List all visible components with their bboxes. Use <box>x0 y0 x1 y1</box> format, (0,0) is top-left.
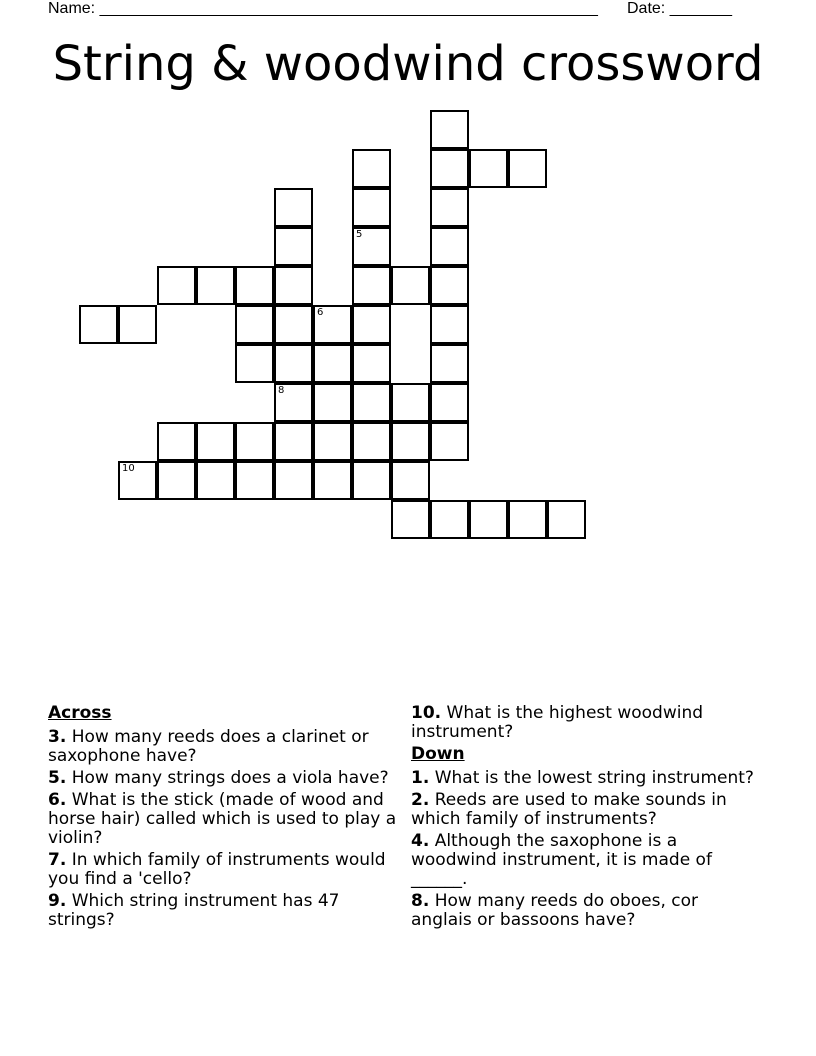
crossword-cell[interactable] <box>391 383 430 422</box>
clue-number-label: 10 <box>122 463 135 474</box>
clues-left-column <box>48 704 398 933</box>
clue-number: 3. <box>48 727 67 747</box>
crossword-cell[interactable] <box>352 227 391 266</box>
crossword-cell[interactable] <box>547 500 586 539</box>
crossword-cell[interactable] <box>196 461 235 500</box>
crossword-cell[interactable] <box>313 305 352 344</box>
crossword-cell[interactable] <box>391 422 430 461</box>
clue-number-label: 6 <box>317 307 324 318</box>
crossword-cell[interactable] <box>430 227 469 266</box>
crossword-cell[interactable] <box>352 305 391 344</box>
crossword-cell[interactable] <box>352 188 391 227</box>
crossword-cell[interactable] <box>430 188 469 227</box>
crossword-cell[interactable] <box>235 461 274 500</box>
crossword-cell[interactable] <box>313 383 352 422</box>
clue-number-label: 5 <box>356 229 363 240</box>
name-field[interactable]: Name: ________________________________________________________ <box>48 0 598 17</box>
clue-number: 6. <box>48 790 67 810</box>
crossword-cell[interactable] <box>157 266 196 305</box>
crossword-cell[interactable] <box>118 461 157 500</box>
clue-number: 10. <box>411 703 442 723</box>
clue-number-label: 8 <box>278 385 285 396</box>
crossword-cell[interactable] <box>352 149 391 188</box>
crossword-cell[interactable] <box>235 422 274 461</box>
crossword-cell[interactable] <box>196 422 235 461</box>
crossword-cell[interactable] <box>274 305 313 344</box>
crossword-cell[interactable] <box>430 305 469 344</box>
crossword-cell[interactable] <box>469 149 508 188</box>
clue-number: 7. <box>48 850 67 870</box>
clue-text: Reeds are used to make sounds in which family of instruments? <box>411 790 727 829</box>
crossword-cell[interactable] <box>352 461 391 500</box>
clue-number: 8. <box>411 891 430 911</box>
crossword-cell[interactable] <box>508 149 547 188</box>
crossword-cell[interactable] <box>313 344 352 383</box>
clue-text: What is the stick (made of wood and horse hair) called which is used to play a violin? <box>48 790 397 848</box>
clue-text: How many reeds do oboes, cor anglais or bassoons have? <box>411 891 699 930</box>
clue-down-8 <box>411 892 761 930</box>
crossword-cell[interactable] <box>313 461 352 500</box>
clue-text: In which family of instruments would you find a 'cello? <box>48 850 386 889</box>
clue-text: Although the saxophone is a woodwind instrument, it is made of ______. <box>411 831 712 889</box>
crossword-cell[interactable] <box>469 500 508 539</box>
crossword-cell[interactable] <box>430 383 469 422</box>
across-heading: Across <box>48 703 112 723</box>
clue-across-3 <box>48 728 398 766</box>
clue-text: How many reeds does a clarinet or saxophone have? <box>48 727 369 766</box>
crossword-cell[interactable] <box>235 305 274 344</box>
crossword-cell[interactable] <box>157 461 196 500</box>
crossword-cell[interactable] <box>352 344 391 383</box>
crossword-cell[interactable] <box>79 305 118 344</box>
crossword-cell[interactable] <box>157 422 196 461</box>
crossword-cell[interactable] <box>430 110 469 149</box>
down-heading: Down <box>411 744 465 764</box>
crossword-cell[interactable] <box>274 461 313 500</box>
clue-down-1 <box>411 769 761 788</box>
clue-number: 9. <box>48 891 67 911</box>
crossword-cell[interactable] <box>352 383 391 422</box>
crossword-cell[interactable] <box>235 266 274 305</box>
clue-across-10 <box>411 704 761 742</box>
crossword-cell[interactable] <box>391 461 430 500</box>
crossword-cell[interactable] <box>118 305 157 344</box>
crossword-cell[interactable] <box>430 149 469 188</box>
crossword-cell[interactable] <box>274 227 313 266</box>
crossword-cell[interactable] <box>235 344 274 383</box>
crossword-cell[interactable] <box>352 422 391 461</box>
clue-across-5 <box>48 769 398 788</box>
crossword-cell[interactable] <box>391 500 430 539</box>
clue-number: 4. <box>411 831 430 851</box>
crossword-cell[interactable] <box>430 500 469 539</box>
crossword-cell[interactable] <box>274 266 313 305</box>
clue-number: 1. <box>411 768 430 788</box>
page-title: String & woodwind crossword <box>52 36 764 92</box>
crossword-cell[interactable] <box>274 188 313 227</box>
clue-text: Which string instrument has 47 strings? <box>48 891 340 930</box>
clue-number: 5. <box>48 768 67 788</box>
crossword-cell[interactable] <box>274 344 313 383</box>
clue-down-2 <box>411 791 761 829</box>
crossword-cell[interactable] <box>508 500 547 539</box>
date-field[interactable]: Date: _______ <box>627 0 732 17</box>
crossword-cell[interactable] <box>352 266 391 305</box>
clue-across-6 <box>48 791 398 848</box>
crossword-cell[interactable] <box>274 422 313 461</box>
crossword-cell[interactable] <box>430 266 469 305</box>
clue-text: How many strings does a viola have? <box>71 768 389 788</box>
crossword-cell[interactable] <box>313 422 352 461</box>
clue-across-9 <box>48 892 398 930</box>
clue-text: What is the highest woodwind instrument? <box>411 703 704 742</box>
clue-text: What is the lowest string instrument? <box>434 768 754 788</box>
clue-number: 2. <box>411 790 430 810</box>
crossword-cell[interactable] <box>196 266 235 305</box>
crossword-grid <box>0 0 816 520</box>
clue-down-4 <box>411 832 761 889</box>
clues-right-column <box>411 704 761 933</box>
crossword-cell[interactable] <box>430 422 469 461</box>
crossword-cell[interactable] <box>391 266 430 305</box>
crossword-cell[interactable] <box>430 344 469 383</box>
clue-across-7 <box>48 851 398 889</box>
crossword-cell[interactable] <box>274 383 313 422</box>
